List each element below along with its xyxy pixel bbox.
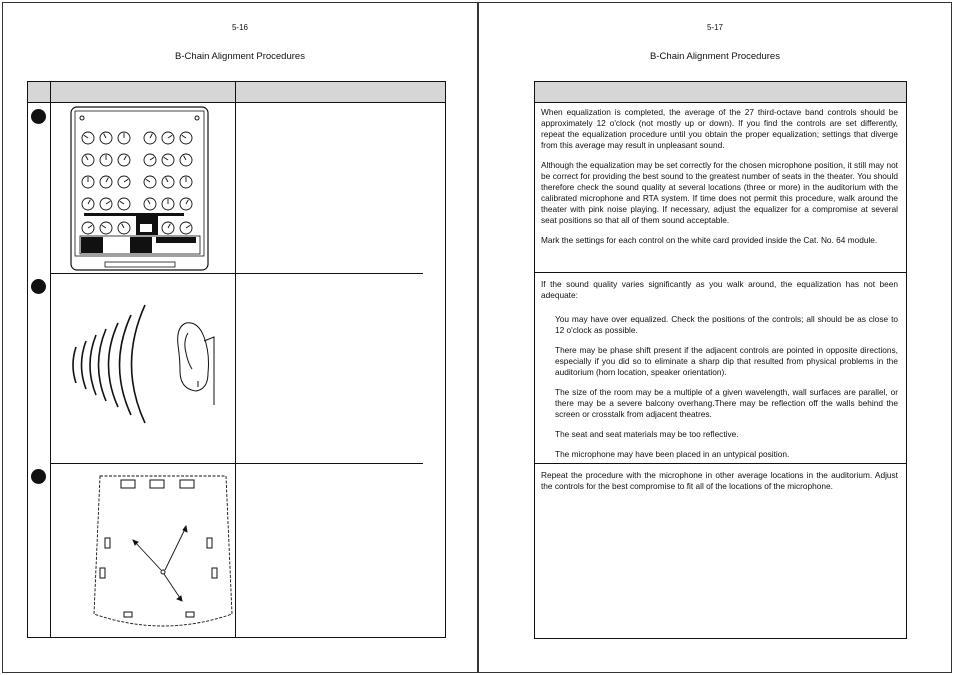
eq-knob-pointer: [168, 224, 170, 228]
equalization-text-block: [541, 107, 898, 255]
eq-knob-pointer: [166, 178, 168, 182]
eq-knob-pointer: [120, 201, 124, 204]
eq-knob-pointer: [184, 156, 186, 160]
eq-knob-pointer: [124, 179, 128, 182]
sound-wave-illustration: [68, 297, 218, 427]
list-item: The microphone may have been placed in an untypical position.: [555, 449, 790, 459]
table-header: [28, 82, 445, 103]
paragraph: Repeat the procedure with the microphone in other average locations in the auditorium. Adjust the controls for the best compromise to fit all of the locations of the microphone.: [541, 470, 898, 491]
list-item: The size of the room may be a multiple of a given wavelength, wall surfaces are parallel, or there may be a severe balcony overhang.There may be reflection off the walls behind the screen or crosstalk from adjacent theatres.: [555, 387, 898, 419]
eq-knob-pointer: [124, 156, 126, 160]
list-item: You may have over equalized. Check the positions of the controls; all should be as close to 12 o'clock as possible.: [555, 314, 898, 335]
eq-knob-pointer: [122, 224, 124, 228]
page-number: 5-16: [231, 23, 248, 32]
step-marker-1: [31, 109, 46, 124]
paragraph: Although the equalization may be set correctly for the chosen microphone position, it still may not be correct for providing the best sound to the greatest number of seats in the theater. You should therefore check the sound quality at several locations (three or more) in the auditorium with the calibrated microphone and RTA system. If time does not permit this procedure, walk around the theater with pink noise playing. If necessary, adjust the equalizer for a compromise at several seat positions so that all of them sound acceptable.: [541, 160, 898, 225]
eq-knob-pointer: [104, 134, 106, 138]
paragraph: When equalization is completed, the average of the 27 third-octave band controls should be approximately 12 o'clock (not mostly up or down). If you find the controls are set differently, repeat the equalization procedure until you obtain the proper equalization; settings that diverge from this average may result in unpleasant sound.: [541, 107, 898, 150]
procedure-table: [534, 81, 907, 639]
repeat-procedure-text-block: [541, 470, 898, 501]
step-marker-2: [31, 279, 46, 294]
eq-knob-pointer: [102, 225, 106, 228]
list-item: There may be phase shift present if the adjacent controls are pointed in opposite directions, especially if you did so to eliminate a sharp dip that resulted from physical problems in the auditorium (horn location, speaker orientation).: [555, 345, 898, 377]
procedure-table: [27, 81, 446, 638]
right-page: [478, 2, 952, 673]
paragraph: Mark the settings for each control on the white card provided inside the Cat. No. 64 module.: [541, 235, 878, 245]
equalizer-module-illustration: [70, 106, 210, 272]
problem-list: [541, 314, 898, 460]
row-divider: [50, 273, 423, 274]
row-divider: [50, 463, 423, 464]
page-number: 5-17: [706, 23, 723, 32]
list-item: The seat and seat materials may be too reflective.: [555, 429, 739, 439]
step-marker-3: [31, 469, 46, 484]
eq-knob-pointer: [106, 178, 108, 182]
eq-knob-pointer: [168, 135, 172, 138]
eq-knob-pointer: [164, 157, 168, 160]
sound-quality-text-block: [541, 279, 898, 469]
eq-knob-pointer: [146, 179, 150, 182]
paragraph: If the sound quality varies significantly as you walk around, the equalization has not been adequate:: [541, 279, 898, 300]
eq-knob-pointer: [84, 135, 88, 138]
eq-knob-pointer: [186, 200, 188, 204]
page-title: B-Chain Alignment Procedures: [650, 51, 780, 62]
column-divider: [50, 82, 51, 637]
left-page: [2, 2, 478, 673]
table-header: [535, 82, 906, 103]
auditorium-floorplan-illustration: [88, 470, 238, 630]
eq-knob-pointer: [186, 225, 190, 228]
page-title: B-Chain Alignment Procedures: [175, 51, 305, 62]
eq-knob-pointer: [88, 200, 90, 204]
eq-knob-pointer: [150, 134, 152, 138]
eq-knob-pointer: [86, 156, 88, 160]
row-divider: [535, 272, 906, 273]
eq-knob-pointer: [106, 201, 110, 204]
eq-knob-pointer: [150, 157, 154, 160]
eq-knob-pointer: [182, 135, 186, 138]
eq-knob: [144, 132, 156, 144]
eq-knob-pointer: [148, 200, 150, 204]
eq-knob: [100, 132, 112, 144]
eq-knob-pointer: [88, 225, 92, 228]
